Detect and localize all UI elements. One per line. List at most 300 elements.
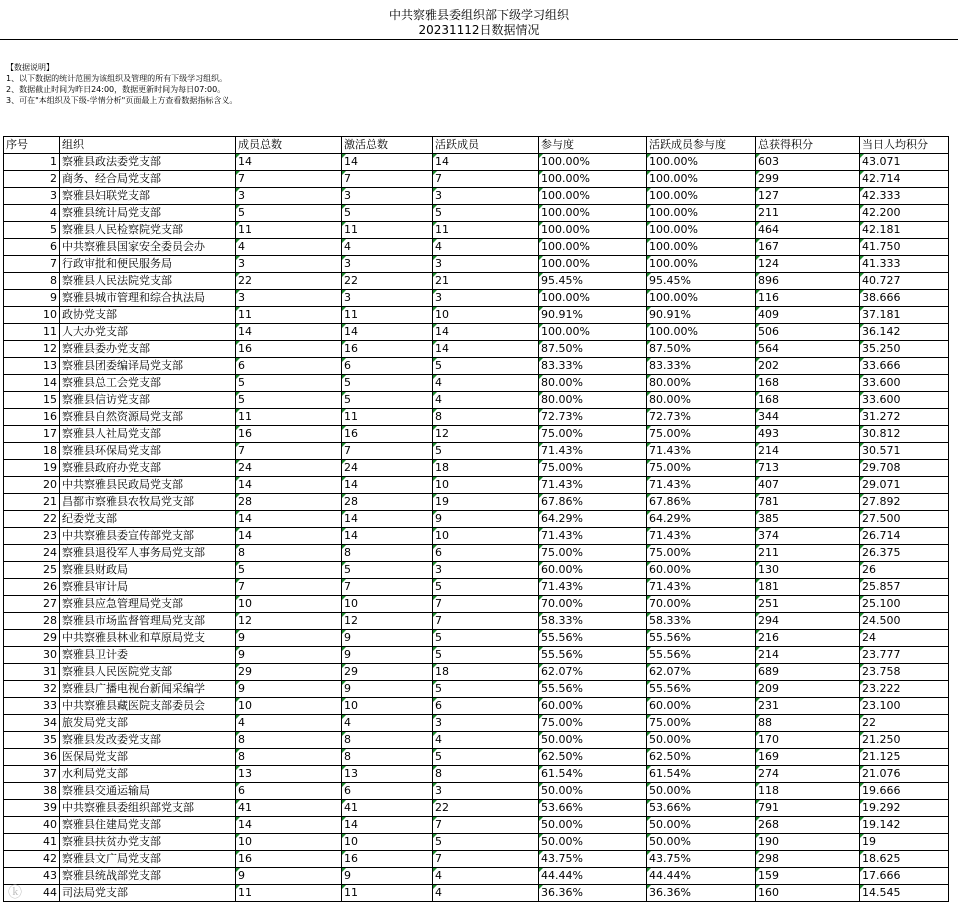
cell-participation[interactable]: 100.00% [539, 154, 647, 171]
cell-members[interactable]: 24 [236, 460, 342, 477]
cell-members[interactable]: 7 [236, 171, 342, 188]
cell-active[interactable]: 5 [433, 579, 539, 596]
cell-total-points[interactable]: 294 [756, 613, 860, 630]
cell-participation[interactable]: 75.00% [539, 426, 647, 443]
cell-members[interactable]: 11 [236, 409, 342, 426]
cell-org[interactable]: 中共察雅县委宣传部党支部 [60, 528, 236, 545]
cell-total-points[interactable]: 781 [756, 494, 860, 511]
cell-participation[interactable]: 55.56% [539, 681, 647, 698]
cell-index[interactable]: 32 [4, 681, 60, 698]
cell-activated[interactable]: 7 [342, 443, 433, 460]
cell-total-points[interactable]: 506 [756, 324, 860, 341]
cell-members[interactable]: 13 [236, 766, 342, 783]
cell-members[interactable]: 9 [236, 868, 342, 885]
cell-active-participation[interactable]: 75.00% [647, 426, 756, 443]
cell-active-participation[interactable]: 71.43% [647, 579, 756, 596]
cell-index[interactable]: 41 [4, 834, 60, 851]
cell-activated[interactable]: 10 [342, 596, 433, 613]
cell-index[interactable]: 40 [4, 817, 60, 834]
cell-avg-points[interactable]: 33.600 [860, 375, 949, 392]
cell-active-participation[interactable]: 100.00% [647, 171, 756, 188]
cell-org[interactable]: 察雅县财政局 [60, 562, 236, 579]
cell-index[interactable]: 22 [4, 511, 60, 528]
cell-active[interactable]: 5 [433, 749, 539, 766]
cell-active-participation[interactable]: 100.00% [647, 324, 756, 341]
cell-org[interactable]: 水利局党支部 [60, 766, 236, 783]
cell-members[interactable]: 14 [236, 511, 342, 528]
cell-active[interactable]: 3 [433, 783, 539, 800]
cell-total-points[interactable]: 385 [756, 511, 860, 528]
cell-total-points[interactable]: 409 [756, 307, 860, 324]
cell-total-points[interactable]: 299 [756, 171, 860, 188]
cell-members[interactable]: 12 [236, 613, 342, 630]
cell-active-participation[interactable]: 95.45% [647, 273, 756, 290]
cell-avg-points[interactable]: 29.071 [860, 477, 949, 494]
cell-members[interactable]: 3 [236, 188, 342, 205]
cell-active-participation[interactable]: 58.33% [647, 613, 756, 630]
cell-members[interactable]: 4 [236, 715, 342, 732]
cell-participation[interactable]: 100.00% [539, 256, 647, 273]
cell-total-points[interactable]: 713 [756, 460, 860, 477]
cell-activated[interactable]: 14 [342, 511, 433, 528]
cell-active[interactable]: 10 [433, 307, 539, 324]
cell-avg-points[interactable]: 19.292 [860, 800, 949, 817]
cell-index[interactable]: 42 [4, 851, 60, 868]
cell-active[interactable]: 5 [433, 834, 539, 851]
cell-avg-points[interactable]: 42.200 [860, 205, 949, 222]
cell-total-points[interactable]: 209 [756, 681, 860, 698]
cell-participation[interactable]: 60.00% [539, 698, 647, 715]
cell-org[interactable]: 察雅县政法委党支部 [60, 154, 236, 171]
cell-org[interactable]: 中共察雅县林业和草原局党支 [60, 630, 236, 647]
cell-participation[interactable]: 50.00% [539, 817, 647, 834]
cell-participation[interactable]: 100.00% [539, 188, 647, 205]
cell-avg-points[interactable]: 23.777 [860, 647, 949, 664]
cell-activated[interactable]: 5 [342, 375, 433, 392]
cell-avg-points[interactable]: 19 [860, 834, 949, 851]
cell-active-participation[interactable]: 87.50% [647, 341, 756, 358]
cell-index[interactable]: 37 [4, 766, 60, 783]
cell-active[interactable]: 3 [433, 188, 539, 205]
cell-avg-points[interactable]: 27.500 [860, 511, 949, 528]
cell-total-points[interactable]: 298 [756, 851, 860, 868]
cell-active[interactable]: 3 [433, 290, 539, 307]
cell-activated[interactable]: 14 [342, 528, 433, 545]
cell-activated[interactable]: 9 [342, 681, 433, 698]
cell-active-participation[interactable]: 50.00% [647, 732, 756, 749]
cell-index[interactable]: 24 [4, 545, 60, 562]
cell-index[interactable]: 25 [4, 562, 60, 579]
cell-index[interactable]: 14 [4, 375, 60, 392]
cell-active-participation[interactable]: 55.56% [647, 630, 756, 647]
cell-active[interactable]: 10 [433, 528, 539, 545]
cell-index[interactable]: 23 [4, 528, 60, 545]
cell-active[interactable]: 5 [433, 681, 539, 698]
cell-members[interactable]: 9 [236, 647, 342, 664]
cell-avg-points[interactable]: 29.708 [860, 460, 949, 477]
cell-active-participation[interactable]: 75.00% [647, 545, 756, 562]
cell-avg-points[interactable]: 26 [860, 562, 949, 579]
cell-active-participation[interactable]: 36.36% [647, 885, 756, 902]
cell-avg-points[interactable]: 19.666 [860, 783, 949, 800]
cell-active[interactable]: 12 [433, 426, 539, 443]
cell-participation[interactable]: 80.00% [539, 375, 647, 392]
cell-org[interactable]: 医保局党支部 [60, 749, 236, 766]
cell-org[interactable]: 察雅县城市管理和综合执法局 [60, 290, 236, 307]
cell-participation[interactable]: 100.00% [539, 171, 647, 188]
cell-activated[interactable]: 11 [342, 307, 433, 324]
cell-index[interactable]: 6 [4, 239, 60, 256]
cell-activated[interactable]: 3 [342, 256, 433, 273]
cell-index[interactable]: 1 [4, 154, 60, 171]
cell-activated[interactable]: 8 [342, 545, 433, 562]
cell-members[interactable]: 16 [236, 426, 342, 443]
cell-participation[interactable]: 100.00% [539, 324, 647, 341]
cell-org[interactable]: 察雅县人民医院党支部 [60, 664, 236, 681]
cell-active-participation[interactable]: 43.75% [647, 851, 756, 868]
cell-total-points[interactable]: 214 [756, 443, 860, 460]
cell-avg-points[interactable]: 25.100 [860, 596, 949, 613]
cell-index[interactable]: 9 [4, 290, 60, 307]
cell-participation[interactable]: 58.33% [539, 613, 647, 630]
cell-org[interactable]: 察雅县统战部党支部 [60, 868, 236, 885]
cell-active[interactable]: 11 [433, 222, 539, 239]
cell-active-participation[interactable]: 100.00% [647, 154, 756, 171]
cell-total-points[interactable]: 160 [756, 885, 860, 902]
cell-active-participation[interactable]: 100.00% [647, 239, 756, 256]
cell-total-points[interactable]: 791 [756, 800, 860, 817]
cell-activated[interactable]: 7 [342, 171, 433, 188]
cell-active[interactable]: 6 [433, 545, 539, 562]
cell-index[interactable]: 5 [4, 222, 60, 239]
header-cell-members[interactable]: 成员总数 [236, 137, 342, 154]
cell-active[interactable]: 18 [433, 460, 539, 477]
cell-avg-points[interactable]: 25.857 [860, 579, 949, 596]
cell-index[interactable]: 13 [4, 358, 60, 375]
cell-avg-points[interactable]: 40.727 [860, 273, 949, 290]
cell-active-participation[interactable]: 71.43% [647, 528, 756, 545]
cell-activated[interactable]: 24 [342, 460, 433, 477]
cell-avg-points[interactable]: 36.142 [860, 324, 949, 341]
cell-index[interactable]: 19 [4, 460, 60, 477]
cell-total-points[interactable]: 168 [756, 375, 860, 392]
cell-active-participation[interactable]: 72.73% [647, 409, 756, 426]
cell-org[interactable]: 政协党支部 [60, 307, 236, 324]
cell-org[interactable]: 中共察雅县民政局党支部 [60, 477, 236, 494]
cell-active[interactable]: 22 [433, 800, 539, 817]
cell-active-participation[interactable]: 71.43% [647, 477, 756, 494]
cell-members[interactable]: 6 [236, 358, 342, 375]
cell-avg-points[interactable]: 21.125 [860, 749, 949, 766]
cell-active[interactable]: 3 [433, 715, 539, 732]
cell-active[interactable]: 8 [433, 409, 539, 426]
cell-members[interactable]: 9 [236, 630, 342, 647]
cell-members[interactable]: 41 [236, 800, 342, 817]
cell-org[interactable]: 察雅县退役军人事务局党支部 [60, 545, 236, 562]
cell-participation[interactable]: 100.00% [539, 290, 647, 307]
cell-index[interactable]: 35 [4, 732, 60, 749]
cell-total-points[interactable]: 344 [756, 409, 860, 426]
cell-active-participation[interactable]: 90.91% [647, 307, 756, 324]
cell-index[interactable]: 18 [4, 443, 60, 460]
cell-index[interactable]: 8 [4, 273, 60, 290]
cell-active-participation[interactable]: 67.86% [647, 494, 756, 511]
cell-index[interactable]: 2 [4, 171, 60, 188]
cell-total-points[interactable]: 130 [756, 562, 860, 579]
cell-participation[interactable]: 50.00% [539, 732, 647, 749]
cell-activated[interactable]: 12 [342, 613, 433, 630]
cell-avg-points[interactable]: 30.571 [860, 443, 949, 460]
header-cell-active[interactable]: 活跃成员 [433, 137, 539, 154]
cell-active-participation[interactable]: 71.43% [647, 443, 756, 460]
cell-index[interactable]: 27 [4, 596, 60, 613]
cell-avg-points[interactable]: 23.758 [860, 664, 949, 681]
cell-avg-points[interactable]: 42.333 [860, 188, 949, 205]
cell-members[interactable]: 28 [236, 494, 342, 511]
cell-active[interactable]: 4 [433, 732, 539, 749]
cell-org[interactable]: 察雅县人民检察院党支部 [60, 222, 236, 239]
cell-members[interactable]: 16 [236, 341, 342, 358]
cell-participation[interactable]: 67.86% [539, 494, 647, 511]
header-cell-index[interactable]: 序号 [4, 137, 60, 154]
cell-total-points[interactable]: 190 [756, 834, 860, 851]
cell-active-participation[interactable]: 50.00% [647, 817, 756, 834]
cell-avg-points[interactable]: 24.500 [860, 613, 949, 630]
cell-active[interactable]: 4 [433, 868, 539, 885]
cell-org[interactable]: 旅发局党支部 [60, 715, 236, 732]
cell-org[interactable]: 察雅县广播电视台新闻采编学 [60, 681, 236, 698]
cell-org[interactable]: 察雅县团委编译局党支部 [60, 358, 236, 375]
cell-members[interactable]: 11 [236, 885, 342, 902]
cell-total-points[interactable]: 216 [756, 630, 860, 647]
cell-active-participation[interactable]: 100.00% [647, 222, 756, 239]
cell-members[interactable]: 5 [236, 392, 342, 409]
header-cell-activated[interactable]: 激活总数 [342, 137, 433, 154]
cell-active[interactable]: 7 [433, 613, 539, 630]
cell-activated[interactable]: 11 [342, 409, 433, 426]
cell-total-points[interactable]: 116 [756, 290, 860, 307]
cell-avg-points[interactable]: 42.714 [860, 171, 949, 188]
cell-active[interactable]: 7 [433, 171, 539, 188]
cell-members[interactable]: 10 [236, 698, 342, 715]
cell-index[interactable]: 12 [4, 341, 60, 358]
cell-active[interactable]: 10 [433, 477, 539, 494]
cell-avg-points[interactable]: 26.714 [860, 528, 949, 545]
cell-members[interactable]: 8 [236, 749, 342, 766]
cell-total-points[interactable]: 251 [756, 596, 860, 613]
cell-active[interactable]: 7 [433, 596, 539, 613]
cell-participation[interactable]: 90.91% [539, 307, 647, 324]
cell-org[interactable]: 察雅县应急管理局党支部 [60, 596, 236, 613]
cell-avg-points[interactable]: 17.666 [860, 868, 949, 885]
cell-total-points[interactable]: 170 [756, 732, 860, 749]
cell-participation[interactable]: 100.00% [539, 239, 647, 256]
cell-members[interactable]: 5 [236, 205, 342, 222]
cell-active-participation[interactable]: 60.00% [647, 698, 756, 715]
cell-index[interactable]: 15 [4, 392, 60, 409]
cell-total-points[interactable]: 407 [756, 477, 860, 494]
cell-activated[interactable]: 22 [342, 273, 433, 290]
cell-org[interactable]: 察雅县环保局党支部 [60, 443, 236, 460]
cell-members[interactable]: 11 [236, 222, 342, 239]
cell-active[interactable]: 14 [433, 324, 539, 341]
cell-active-participation[interactable]: 50.00% [647, 834, 756, 851]
cell-index[interactable]: 16 [4, 409, 60, 426]
cell-activated[interactable]: 16 [342, 341, 433, 358]
cell-avg-points[interactable]: 24 [860, 630, 949, 647]
cell-avg-points[interactable]: 42.181 [860, 222, 949, 239]
cell-activated[interactable]: 8 [342, 732, 433, 749]
cell-active[interactable]: 21 [433, 273, 539, 290]
cell-active-participation[interactable]: 80.00% [647, 392, 756, 409]
cell-members[interactable]: 14 [236, 477, 342, 494]
cell-avg-points[interactable]: 22 [860, 715, 949, 732]
cell-total-points[interactable]: 118 [756, 783, 860, 800]
cell-participation[interactable]: 62.07% [539, 664, 647, 681]
cell-active[interactable]: 8 [433, 766, 539, 783]
cell-activated[interactable]: 5 [342, 205, 433, 222]
cell-active-participation[interactable]: 62.50% [647, 749, 756, 766]
cell-active[interactable]: 3 [433, 562, 539, 579]
cell-participation[interactable]: 87.50% [539, 341, 647, 358]
cell-activated[interactable]: 10 [342, 834, 433, 851]
cell-participation[interactable]: 36.36% [539, 885, 647, 902]
cell-active-participation[interactable]: 75.00% [647, 460, 756, 477]
cell-org[interactable]: 察雅县市场监督管理局党支部 [60, 613, 236, 630]
cell-org[interactable]: 察雅县总工会党支部 [60, 375, 236, 392]
cell-org[interactable]: 行政审批和便民服务局 [60, 256, 236, 273]
cell-active[interactable]: 14 [433, 154, 539, 171]
cell-activated[interactable]: 14 [342, 324, 433, 341]
cell-members[interactable]: 16 [236, 851, 342, 868]
cell-active-participation[interactable]: 75.00% [647, 715, 756, 732]
cell-activated[interactable]: 3 [342, 290, 433, 307]
cell-org[interactable]: 中共察雅县国家安全委员会办 [60, 239, 236, 256]
cell-index[interactable]: 3 [4, 188, 60, 205]
cell-total-points[interactable]: 211 [756, 205, 860, 222]
cell-participation[interactable]: 50.00% [539, 783, 647, 800]
cell-active-participation[interactable]: 80.00% [647, 375, 756, 392]
cell-active[interactable]: 19 [433, 494, 539, 511]
cell-active[interactable]: 7 [433, 851, 539, 868]
cell-avg-points[interactable]: 23.222 [860, 681, 949, 698]
cell-activated[interactable]: 4 [342, 239, 433, 256]
cell-active[interactable]: 4 [433, 239, 539, 256]
cell-index[interactable]: 28 [4, 613, 60, 630]
cell-participation[interactable]: 100.00% [539, 205, 647, 222]
cell-activated[interactable]: 16 [342, 426, 433, 443]
cell-total-points[interactable]: 603 [756, 154, 860, 171]
header-cell-active-participation[interactable]: 活跃成员参与度 [647, 137, 756, 154]
cell-participation[interactable]: 70.00% [539, 596, 647, 613]
cell-total-points[interactable]: 159 [756, 868, 860, 885]
cell-total-points[interactable]: 268 [756, 817, 860, 834]
cell-members[interactable]: 7 [236, 579, 342, 596]
cell-participation[interactable]: 71.43% [539, 579, 647, 596]
cell-org[interactable]: 察雅县信访党支部 [60, 392, 236, 409]
cell-active[interactable]: 5 [433, 630, 539, 647]
cell-org[interactable]: 察雅县住建局党支部 [60, 817, 236, 834]
cell-total-points[interactable]: 202 [756, 358, 860, 375]
cell-total-points[interactable]: 374 [756, 528, 860, 545]
cell-active-participation[interactable]: 44.44% [647, 868, 756, 885]
cell-members[interactable]: 3 [236, 256, 342, 273]
cell-members[interactable]: 14 [236, 324, 342, 341]
cell-avg-points[interactable]: 33.666 [860, 358, 949, 375]
cell-members[interactable]: 14 [236, 817, 342, 834]
cell-total-points[interactable]: 88 [756, 715, 860, 732]
cell-participation[interactable]: 64.29% [539, 511, 647, 528]
cell-active-participation[interactable]: 64.29% [647, 511, 756, 528]
cell-active[interactable]: 7 [433, 817, 539, 834]
cell-total-points[interactable]: 493 [756, 426, 860, 443]
cell-active-participation[interactable]: 100.00% [647, 188, 756, 205]
cell-total-points[interactable]: 127 [756, 188, 860, 205]
cell-index[interactable]: 20 [4, 477, 60, 494]
cell-members[interactable]: 29 [236, 664, 342, 681]
cell-activated[interactable]: 14 [342, 154, 433, 171]
cell-participation[interactable]: 72.73% [539, 409, 647, 426]
cell-org[interactable]: 察雅县统计局党支部 [60, 205, 236, 222]
cell-index[interactable]: 31 [4, 664, 60, 681]
cell-members[interactable]: 4 [236, 239, 342, 256]
cell-index[interactable]: 4 [4, 205, 60, 222]
cell-members[interactable]: 10 [236, 596, 342, 613]
cell-org[interactable]: 察雅县文广局党支部 [60, 851, 236, 868]
cell-active-participation[interactable]: 53.66% [647, 800, 756, 817]
cell-activated[interactable]: 6 [342, 783, 433, 800]
cell-members[interactable]: 8 [236, 545, 342, 562]
cell-participation[interactable]: 44.44% [539, 868, 647, 885]
cell-total-points[interactable]: 689 [756, 664, 860, 681]
cell-org[interactable]: 纪委党支部 [60, 511, 236, 528]
cell-participation[interactable]: 100.00% [539, 222, 647, 239]
cell-org[interactable]: 察雅县政府办党支部 [60, 460, 236, 477]
cell-active[interactable]: 14 [433, 341, 539, 358]
cell-activated[interactable]: 8 [342, 749, 433, 766]
cell-activated[interactable]: 10 [342, 698, 433, 715]
cell-org[interactable]: 人大办党支部 [60, 324, 236, 341]
cell-participation[interactable]: 75.00% [539, 715, 647, 732]
cell-org[interactable]: 察雅县发改委党支部 [60, 732, 236, 749]
cell-avg-points[interactable]: 27.892 [860, 494, 949, 511]
cell-active[interactable]: 5 [433, 647, 539, 664]
cell-active[interactable]: 4 [433, 375, 539, 392]
cell-avg-points[interactable]: 18.625 [860, 851, 949, 868]
cell-members[interactable]: 5 [236, 375, 342, 392]
cell-avg-points[interactable]: 31.272 [860, 409, 949, 426]
cell-activated[interactable]: 9 [342, 630, 433, 647]
cell-activated[interactable]: 4 [342, 715, 433, 732]
cell-active[interactable]: 5 [433, 205, 539, 222]
cell-active-participation[interactable]: 83.33% [647, 358, 756, 375]
cell-org[interactable]: 察雅县卫计委 [60, 647, 236, 664]
cell-avg-points[interactable]: 21.076 [860, 766, 949, 783]
cell-org[interactable]: 司法局党支部 [60, 885, 236, 902]
cell-avg-points[interactable]: 38.666 [860, 290, 949, 307]
cell-activated[interactable]: 11 [342, 885, 433, 902]
cell-activated[interactable]: 3 [342, 188, 433, 205]
cell-active-participation[interactable]: 100.00% [647, 290, 756, 307]
cell-index[interactable]: 17 [4, 426, 60, 443]
cell-avg-points[interactable]: 35.250 [860, 341, 949, 358]
cell-activated[interactable]: 16 [342, 851, 433, 868]
cell-index[interactable]: 36 [4, 749, 60, 766]
cell-active-participation[interactable]: 62.07% [647, 664, 756, 681]
cell-org[interactable]: 昌都市察雅县农牧局党支部 [60, 494, 236, 511]
cell-participation[interactable]: 62.50% [539, 749, 647, 766]
cell-index[interactable]: 38 [4, 783, 60, 800]
